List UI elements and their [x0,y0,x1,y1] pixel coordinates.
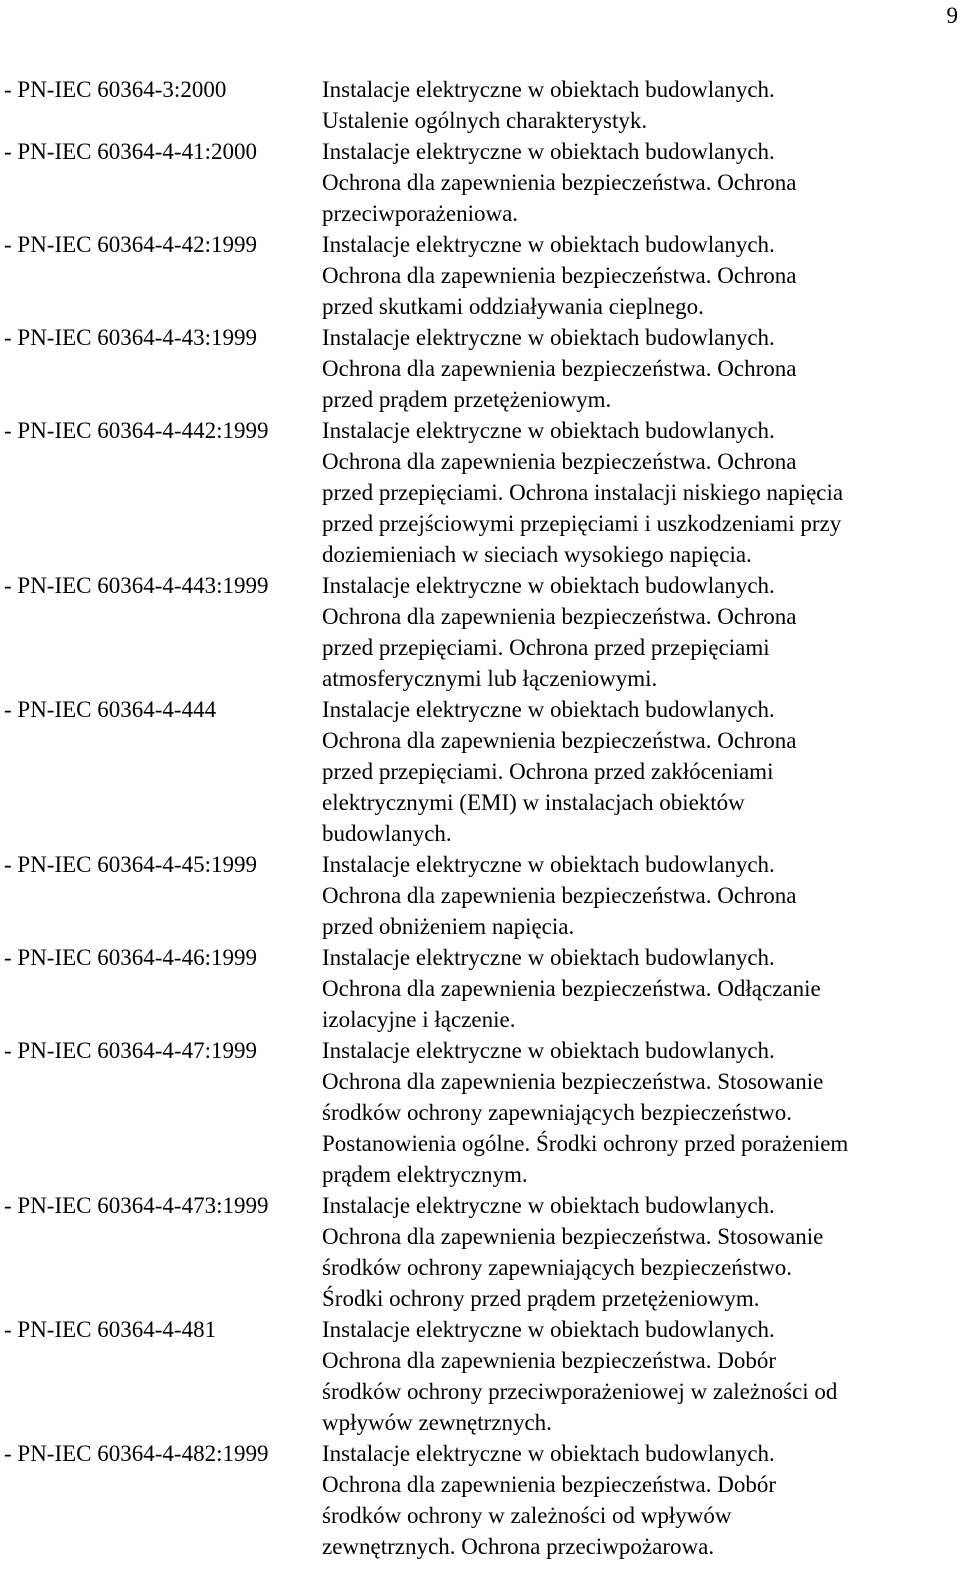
standard-entry [4,74,956,136]
standard-title [322,849,956,942]
standard-entry [4,570,956,694]
standard-code: - PN-IEC 60364-4-45:1999 [4,852,257,877]
standard-title-line: Ochrona dla zapewnienia bezpieczeństwa. Stosowanie [322,1069,824,1094]
standard-entry [4,415,956,570]
standard-title-line: Ochrona dla zapewnienia bezpieczeństwa. Ochrona [322,449,797,474]
standard-title [322,229,956,322]
standard-title [322,570,956,694]
standard-entry [4,229,956,322]
standard-code: - PN-IEC 60364-4-46:1999 [4,945,257,970]
standard-title-line: Ochrona dla zapewnienia bezpieczeństwa. Ochrona [322,170,797,195]
standard-code: - PN-IEC 60364-4-43:1999 [4,325,257,350]
standard-entry [4,1190,956,1314]
standard-entry [4,136,956,229]
standard-code: - PN-IEC 60364-4-482:1999 [4,1441,269,1466]
standard-title-line: elektrycznymi (EMI) w instalacjach obiektów [322,790,745,815]
standard-entry [4,849,956,942]
standard-entry [4,694,956,849]
standard-title-line: przeciwporażeniowa. [322,201,519,226]
standard-title-line: przed przepięciami. Ochrona przed przepięciami [322,635,770,660]
standard-code: - PN-IEC 60364-4-481 [4,1317,217,1342]
standard-title-line: Ochrona dla zapewnienia bezpieczeństwa. Ochrona [322,883,797,908]
standard-code: - PN-IEC 60364-4-41:2000 [4,139,257,164]
standard-title-line: Ustalenie ogólnych charakterystyk. [322,108,648,133]
standard-title-line: przed skutkami oddziaływania cieplnego. [322,294,704,319]
standard-title-line: przed przepięciami. Ochrona instalacji niskiego napięcia [322,480,844,505]
standard-code: - PN-IEC 60364-4-442:1999 [4,418,269,443]
standard-title [322,415,956,570]
standard-title-line: Ochrona dla zapewnienia bezpieczeństwa. Dobór [322,1348,777,1373]
standard-code: - PN-IEC 60364-4-473:1999 [4,1193,269,1218]
standard-title-line: izolacyjne i łączenie. [322,1007,516,1032]
standard-title [322,1314,956,1438]
standard-title-line: Instalacje elektryczne w obiektach budowlanych. [322,1441,775,1466]
standard-title-line: przed prądem przetężeniowym. [322,387,612,412]
standard-title [322,136,956,229]
standard-title-line: Instalacje elektryczne w obiektach budowlanych. [322,1038,775,1063]
standard-code: - PN-IEC 60364-4-443:1999 [4,573,269,598]
standard-title-line: Instalacje elektryczne w obiektach budowlanych. [322,77,775,102]
standard-entry [4,1035,956,1190]
standard-title-line: Ochrona dla zapewnienia bezpieczeństwa. Dobór [322,1472,777,1497]
standard-title-line: Instalacje elektryczne w obiektach budowlanych. [322,852,775,877]
page-number: 9 [946,3,958,28]
standard-title-line: Ochrona dla zapewnienia bezpieczeństwa. Ochrona [322,728,797,753]
standards-list [4,74,956,1562]
standard-title-line: Instalacje elektryczne w obiektach budowlanych. [322,418,775,443]
standard-title-line: Instalacje elektryczne w obiektach budowlanych. [322,697,775,722]
standard-title-line: Postanowienia ogólne. Środki ochrony przed porażeniem [322,1131,849,1156]
standard-title-line: Ochrona dla zapewnienia bezpieczeństwa. Odłączanie [322,976,821,1001]
standard-title-line: Instalacje elektryczne w obiektach budowlanych. [322,573,775,598]
standard-title [322,1438,956,1562]
standard-title-line: doziemieniach w sieciach wysokiego napięcia. [322,542,752,567]
standard-title [322,942,956,1035]
standard-title-line: Instalacje elektryczne w obiektach budowlanych. [322,945,775,970]
standard-entry [4,1314,956,1438]
standard-title-line: Instalacje elektryczne w obiektach budowlanych. [322,139,775,164]
standard-title-line: przed obniżeniem napięcia. [322,914,575,939]
standard-entry [4,942,956,1035]
standard-entry [4,322,956,415]
standard-title-line: przed przejściowymi przepięciami i uszkodzeniami przy [322,511,842,536]
standard-code: - PN-IEC 60364-4-42:1999 [4,232,257,257]
standard-title-line: Instalacje elektryczne w obiektach budowlanych. [322,1193,775,1218]
standard-title-line: budowlanych. [322,821,452,846]
standard-title-line: Ochrona dla zapewnienia bezpieczeństwa. Ochrona [322,604,797,629]
standard-title-line: atmosferycznymi lub łączeniowymi. [322,666,658,691]
standard-title-line: wpływów zewnętrznych. [322,1410,552,1435]
standard-title [322,694,956,849]
standard-title-line: zewnętrznych. Ochrona przeciwpożarowa. [322,1534,715,1559]
standard-title [322,322,956,415]
standard-title-line: środków ochrony w zależności od wpływów [322,1503,732,1528]
standard-code: - PN-IEC 60364-4-47:1999 [4,1038,257,1063]
standard-title-line: środków ochrony przeciwporażeniowej w zależności od [322,1379,838,1404]
standard-title-line: środków ochrony zapewniających bezpieczeństwo. [322,1100,793,1125]
standard-title [322,1035,956,1190]
standard-code: - PN-IEC 60364-4-444 [4,697,217,722]
standard-title-line: Środki ochrony przed prądem przetężeniowym. [322,1286,760,1311]
standard-title-line: Ochrona dla zapewnienia bezpieczeństwa. Ochrona [322,263,797,288]
standard-title-line: przed przepięciami. Ochrona przed zakłóceniami [322,759,774,784]
standard-title-line: środków ochrony zapewniających bezpieczeństwo. [322,1255,793,1280]
standard-title-line: Instalacje elektryczne w obiektach budowlanych. [322,1317,775,1342]
standard-title-line: prądem elektrycznym. [322,1162,528,1187]
standard-title-line: Ochrona dla zapewnienia bezpieczeństwa. Ochrona [322,356,797,381]
standard-title-line: Ochrona dla zapewnienia bezpieczeństwa. Stosowanie [322,1224,824,1249]
standard-code: - PN-IEC 60364-3:2000 [4,77,227,102]
standard-title [322,1190,956,1314]
standard-entry [4,1438,956,1562]
standard-title-line: Instalacje elektryczne w obiektach budowlanych. [322,232,775,257]
standard-title-line: Instalacje elektryczne w obiektach budowlanych. [322,325,775,350]
standard-title [322,74,956,136]
